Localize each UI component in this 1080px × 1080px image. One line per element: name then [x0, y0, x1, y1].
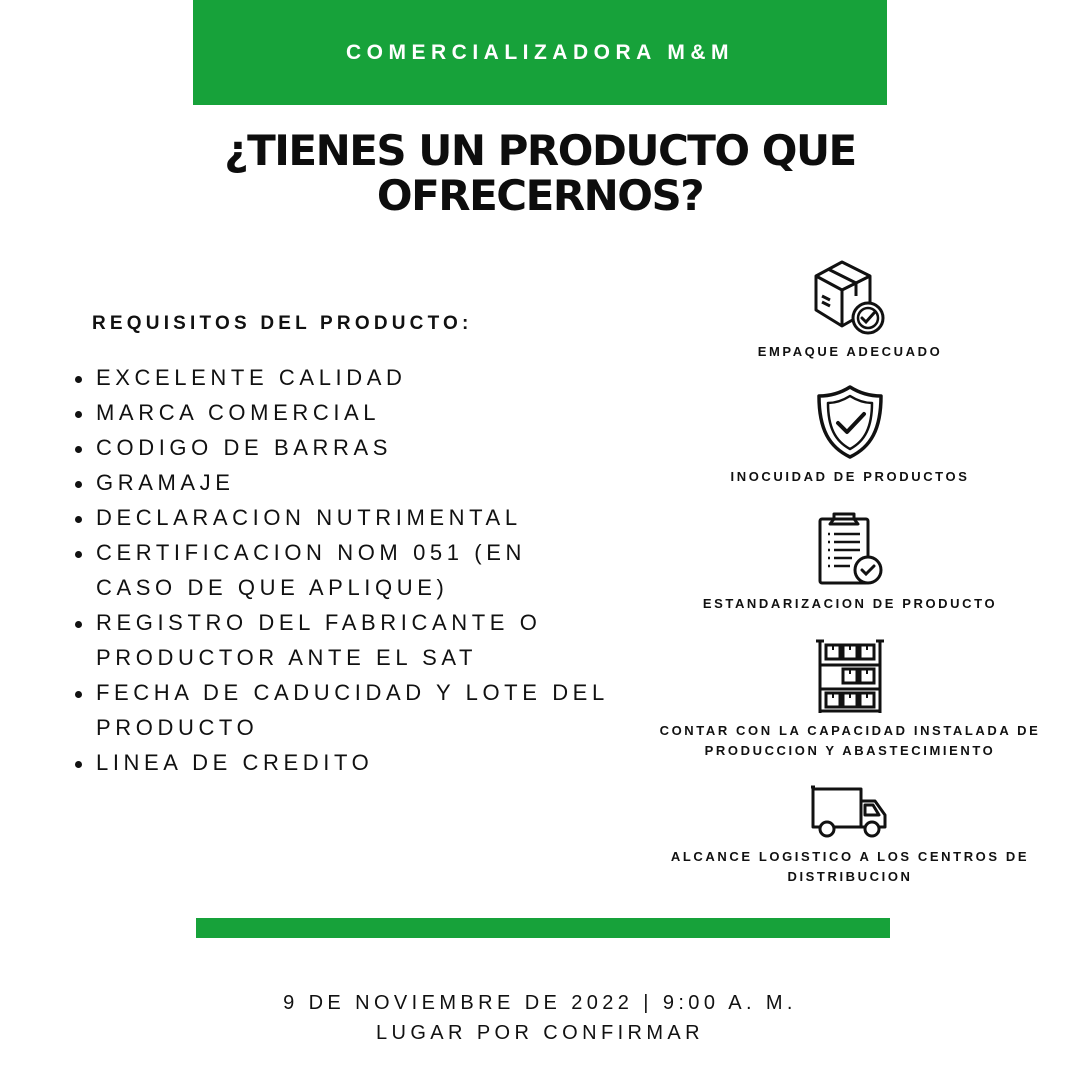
feature-standardization [630, 510, 1070, 614]
requirement-item: LINEA DE CREDITO [72, 745, 612, 780]
feature-label: CONTAR CON LA CAPACIDAD INSTALADA DE PRODUCCION Y ABASTECIMIENTO [659, 723, 1041, 758]
event-location: LUGAR POR CONFIRMAR [375, 1022, 705, 1044]
brand-name: COMERCIALIZADORA M&M [345, 40, 735, 64]
requirement-item: CODIGO DE BARRAS [72, 430, 612, 465]
clipboard-check-icon [814, 510, 886, 588]
shield-check-icon [815, 383, 885, 461]
bottom-divider [196, 918, 890, 938]
page-title-line-2: OFRECERNOS? [376, 171, 704, 220]
requirement-item: MARCA COMERCIAL [72, 395, 612, 430]
package-check-icon [810, 252, 890, 336]
requirement-item: FECHA DE CADUCIDAD Y LOTE DEL PRODUCTO [72, 675, 612, 745]
feature-label: ALCANCE LOGISTICO A LOS CENTROS DE DISTRIBUCION [670, 849, 1030, 884]
feature-capacity [630, 639, 1070, 761]
requirement-item: DECLARACION NUTRIMENTAL [72, 500, 612, 535]
requirement-item: GRAMAJE [72, 465, 612, 500]
page-title [140, 128, 940, 218]
requirement-item: REGISTRO DEL FABRICANTE O PRODUCTOR ANTE EL SAT [72, 605, 612, 675]
feature-label: ESTANDARIZACION DE PRODUCTO [702, 596, 998, 611]
feature-safety [630, 383, 1070, 487]
feature-packaging [630, 252, 1070, 362]
event-date-time: 9 DE NOVIEMBRE DE 2022 | 9:00 A. M. [283, 992, 797, 1014]
header-banner [193, 0, 887, 105]
page-title-line-1: ¿TIENES UN PRODUCTO QUE [224, 126, 856, 175]
warehouse-shelf-icon [814, 639, 886, 715]
feature-logistics [630, 785, 1070, 887]
feature-label: EMPAQUE ADECUADO [757, 344, 943, 359]
requirements-title: REQUISITOS DEL PRODUCTO: [92, 313, 473, 334]
requirement-item: EXCELENTE CALIDAD [72, 360, 612, 395]
requirements-list [72, 360, 612, 780]
requirement-item: CERTIFICACION NOM 051 (EN CASO DE QUE APLIQUE) [72, 535, 612, 605]
feature-label: INOCUIDAD DE PRODUCTOS [730, 469, 970, 484]
delivery-truck-icon [811, 785, 889, 841]
event-footer [140, 988, 940, 1048]
